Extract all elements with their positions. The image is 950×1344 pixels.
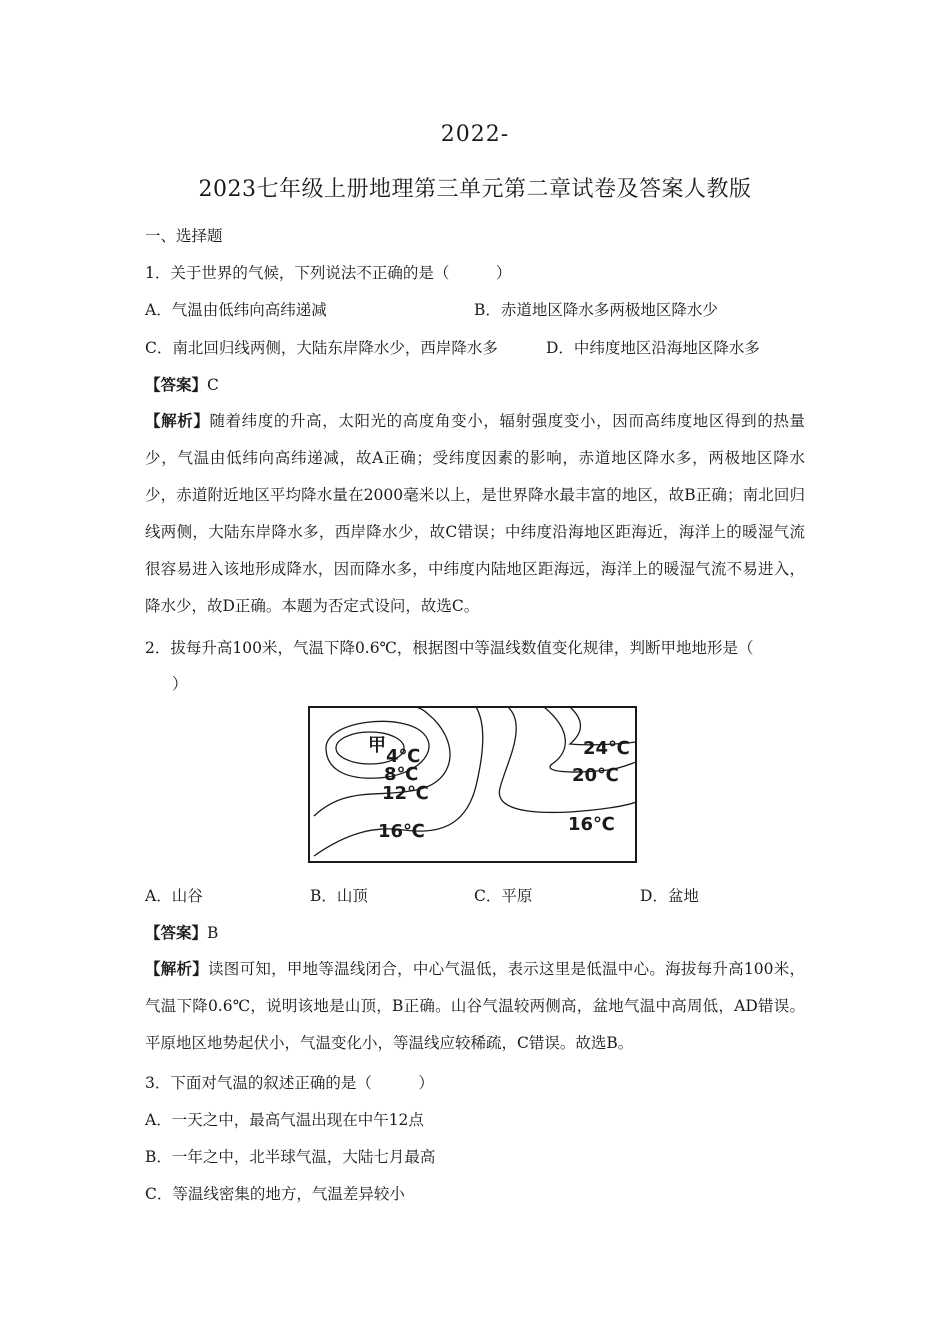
- q1-option-b: B．赤道地区降水多两极地区降水少: [474, 301, 718, 319]
- q2-analysis-tag: 【解析】: [145, 959, 209, 978]
- q1-answer-tag: 【答案】: [145, 375, 208, 394]
- label-20c: 20℃: [572, 765, 619, 786]
- q1-answer-value: C: [207, 376, 219, 394]
- isotherm-figure: [308, 706, 638, 864]
- isotherm-map: [308, 706, 638, 864]
- q2-analysis-text: 读图可知，甲地等温线闭合，中心气温低，表示这里是低温中心。海拔每升高100米，气温下降0.6℃，说明该地是山顶，B正确。山谷气温较两侧高，盆地气温中高周低，AD错误。平原地区地势起伏小，气温变化小，等温线应较稀疏，C错误。故选B。: [145, 960, 805, 1052]
- q1-answer: [145, 373, 219, 395]
- label-12c: 12℃: [382, 783, 429, 804]
- title-line-2: 2023七年级上册地理第三单元第二章试卷及答案人教版: [198, 177, 752, 202]
- q1-analysis: [145, 402, 805, 625]
- label-8c: 8℃: [384, 764, 419, 785]
- q2-answer: [145, 921, 218, 943]
- q3-stem: 3．下面对气温的叙述正确的是（ ）: [145, 1074, 434, 1092]
- q2-option-c: C．平原: [474, 887, 533, 905]
- label-24c: 24℃: [583, 738, 630, 759]
- q2-stem-line-2: ）: [172, 675, 188, 693]
- q1-option-d: D．中纬度地区沿海地区降水多: [546, 339, 760, 357]
- section-heading: 一、选择题: [145, 227, 223, 245]
- title-line-1: 2022-: [440, 122, 510, 147]
- q2-option-a: A．山谷: [145, 887, 203, 905]
- q3-option-c: C．等温线密集的地方，气温差异较小: [145, 1185, 405, 1203]
- q2-answer-tag: 【答案】: [145, 923, 208, 942]
- q3-option-b: B．一年之中，北半球气温，大陆七月最高: [145, 1148, 436, 1166]
- q2-option-d: D．盆地: [640, 887, 699, 905]
- q1-analysis-text: 随着纬度的升高，太阳光的高度角变小，辐射强度变小，因而高纬度地区得到的热量少，气温由低纬向高纬递减，故A正确；受纬度因素的影响，赤道地区降水多，两极地区降水少，赤道附近地区平均降水量在2000毫米以上，是世界降水最丰富的地区，故B正确；南北回归线两侧，大陆东岸降水多，西岸降水少，故C错误；中纬度沿海地区距海近，海洋上的暖湿气流很容易进入该地形成降水，因而降水多，中纬度内陆地区距海远，海洋上的暖湿气流不易进入，降水少，故D正确。本题为否定式设问，故选C。: [145, 412, 805, 615]
- label-jia: 甲: [368, 735, 386, 756]
- q1-analysis-tag: 【解析】: [145, 411, 210, 430]
- q1-option-c: C．南北回归线两侧，大陆东岸降水少，西岸降水多: [145, 339, 498, 357]
- q2-stem-line-1: 2．拔每升高100米，气温下降0.6℃，根据图中等温线数值变化规律，判断甲地地形是（: [145, 639, 754, 657]
- label-4c: 4℃: [386, 746, 421, 767]
- q2-answer-value: B: [207, 924, 219, 942]
- q2-analysis: [145, 950, 805, 1062]
- q1-stem: 1．关于世界的气候，下列说法不正确的是（ ）: [145, 264, 512, 282]
- q2-option-b: B．山顶: [310, 887, 368, 905]
- q3-option-a: A．一天之中，最高气温出现在中午12点: [145, 1111, 424, 1129]
- label-16c-left: 16℃: [378, 821, 425, 842]
- label-16c-right: 16℃: [568, 814, 615, 835]
- q1-option-a: A．气温由低纬向高纬递减: [145, 301, 327, 319]
